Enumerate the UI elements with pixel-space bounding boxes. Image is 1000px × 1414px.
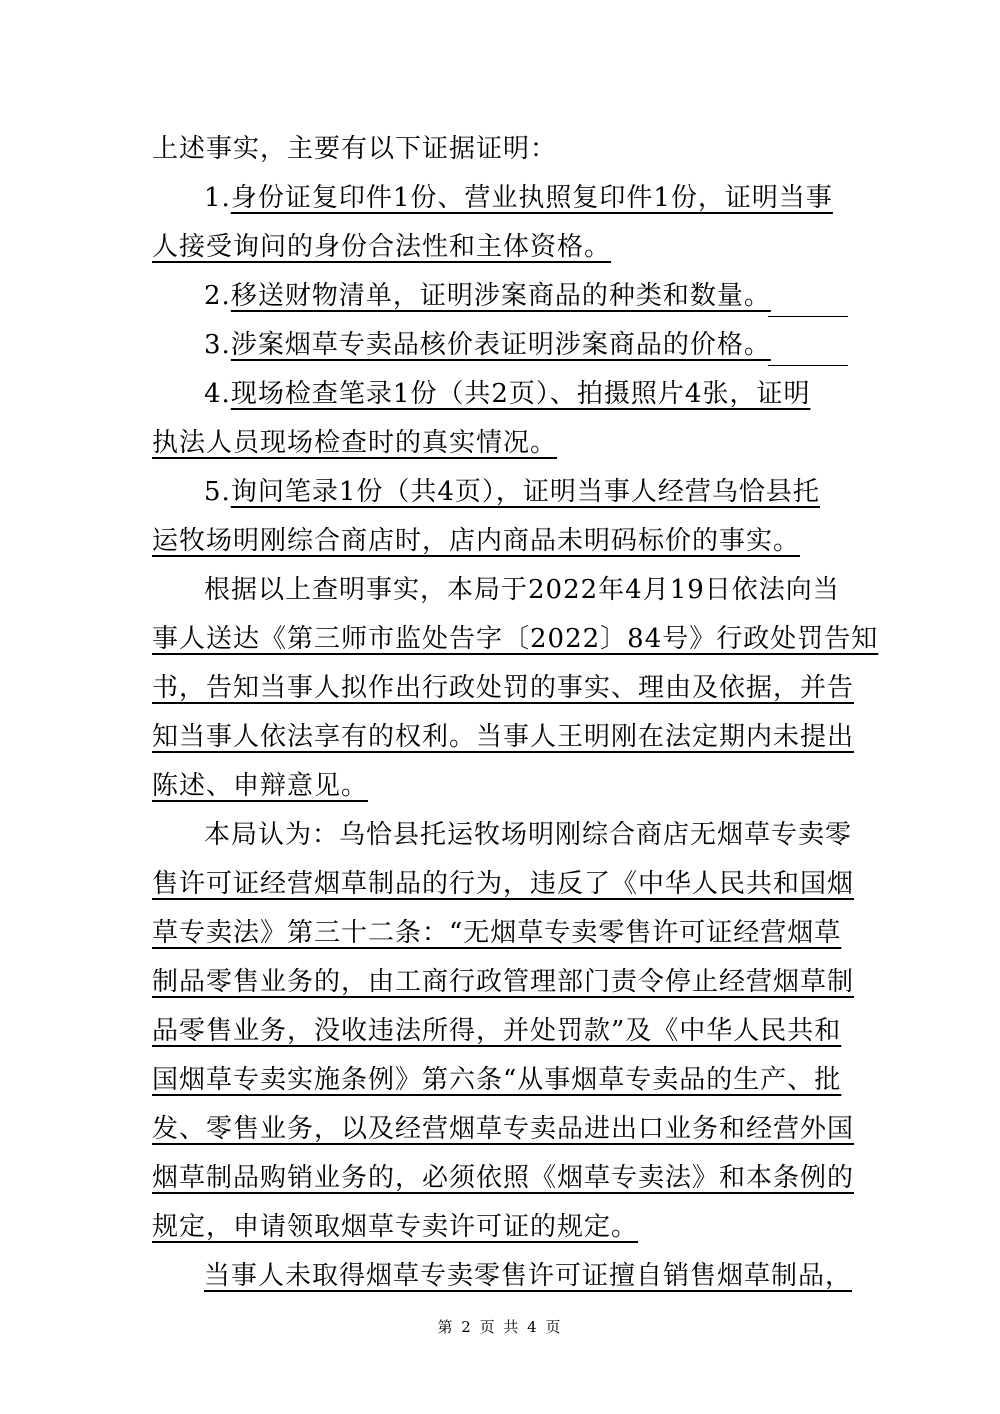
line-text: 执法人员现场检查时的真实情况。 [152, 428, 558, 458]
item-number: 1. [204, 183, 231, 213]
line-text: 制品零售业务的，由工商行政管理部门责令停止经营烟草制 [152, 967, 855, 997]
text-line [152, 232, 611, 262]
line-text: 品零售业务，没收违法所得，并处罚款”及《中华人民共和 [152, 1016, 842, 1046]
evidence-item-5 [204, 477, 820, 507]
item-text: 询问笔录1份（共4页），证明当事人经营乌恰县托 [230, 477, 820, 507]
line-text: 烟草制品购销业务的，必须依照《烟草专卖法》和本条例的 [152, 1163, 855, 1193]
text-line [152, 526, 800, 556]
item-number: 5. [204, 477, 231, 507]
underline-fill [768, 316, 848, 317]
line-text: 本局认为：乌恰县托运牧场明刚综合商店无烟草专卖零 [204, 820, 853, 850]
line-text: 上述事实，主要有以下证据证明： [152, 134, 558, 164]
item-number: 3. [204, 330, 231, 360]
text-line [204, 1261, 852, 1291]
line-text: 书，告知当事人拟作出行政处罚的事实、理由及依据，并告 [152, 673, 855, 703]
paragraph-start [204, 820, 852, 850]
text-line [152, 967, 854, 997]
underline-fill [768, 365, 848, 366]
text-line [152, 1016, 841, 1046]
item-number: 4. [204, 379, 231, 409]
text-line [152, 869, 854, 899]
text-line [152, 134, 557, 164]
line-text: 运牧场明刚综合商店时，店内商品未明码标价的事实。 [152, 526, 801, 556]
text-line [152, 1212, 638, 1242]
text-line [152, 771, 368, 801]
line-text: 售许可证经营烟草制品的行为，违反了《中华人民共和国烟 [152, 869, 855, 899]
evidence-item-1 [204, 183, 833, 213]
line-text: 陈述、申辩意见。 [152, 771, 369, 801]
line-text: 发、零售业务，以及经营烟草专卖品进出口业务和经营外国 [152, 1114, 855, 1144]
line-text: 当事人未取得烟草专卖零售许可证擅自销售烟草制品， [204, 1261, 853, 1291]
line-text: 知当事人依法享有的权利。当事人王明刚在法定期内未提出 [152, 722, 855, 752]
item-number: 2. [204, 281, 231, 311]
line-text: 人接受询问的身份合法性和主体资格。 [152, 232, 612, 262]
line-text: 事人送达《第三师市监处告字〔2022〕84号》行政处罚告知 [152, 624, 879, 654]
page-number: 第 2 页 共 4 页 [437, 1318, 563, 1336]
paragraph-start [204, 575, 840, 605]
evidence-item-2 [204, 281, 771, 311]
line-text: 规定，申请领取烟草专卖许可证的规定。 [152, 1212, 639, 1242]
text-line [152, 1114, 854, 1144]
line-text: 国烟草专卖实施条例》第六条“从事烟草专卖品的生产、批 [152, 1065, 842, 1095]
evidence-item-3 [204, 330, 771, 360]
text-line [152, 722, 854, 752]
text-line [152, 624, 878, 654]
text-line [152, 1163, 854, 1193]
line-text: 根据以上查明事实，本局于2022年4月19日依法向当 [204, 575, 840, 605]
text-line [152, 1065, 841, 1095]
text-line [152, 918, 841, 948]
item-text: 身份证复印件1份、营业执照复印件1份，证明当事 [230, 183, 833, 213]
text-line [152, 673, 854, 703]
item-text: 移送财物清单，证明涉案商品的种类和数量。 [230, 281, 771, 311]
text-line [152, 428, 557, 458]
item-text: 涉案烟草专卖品核价表证明涉案商品的价格。 [230, 330, 771, 360]
line-text: 草专卖法》第三十二条：“无烟草专卖零售许可证经营烟草 [152, 918, 842, 948]
evidence-item-4 [204, 379, 810, 409]
item-text: 现场检查笔录1份（共2页）、拍摄照片4张，证明 [230, 379, 811, 409]
